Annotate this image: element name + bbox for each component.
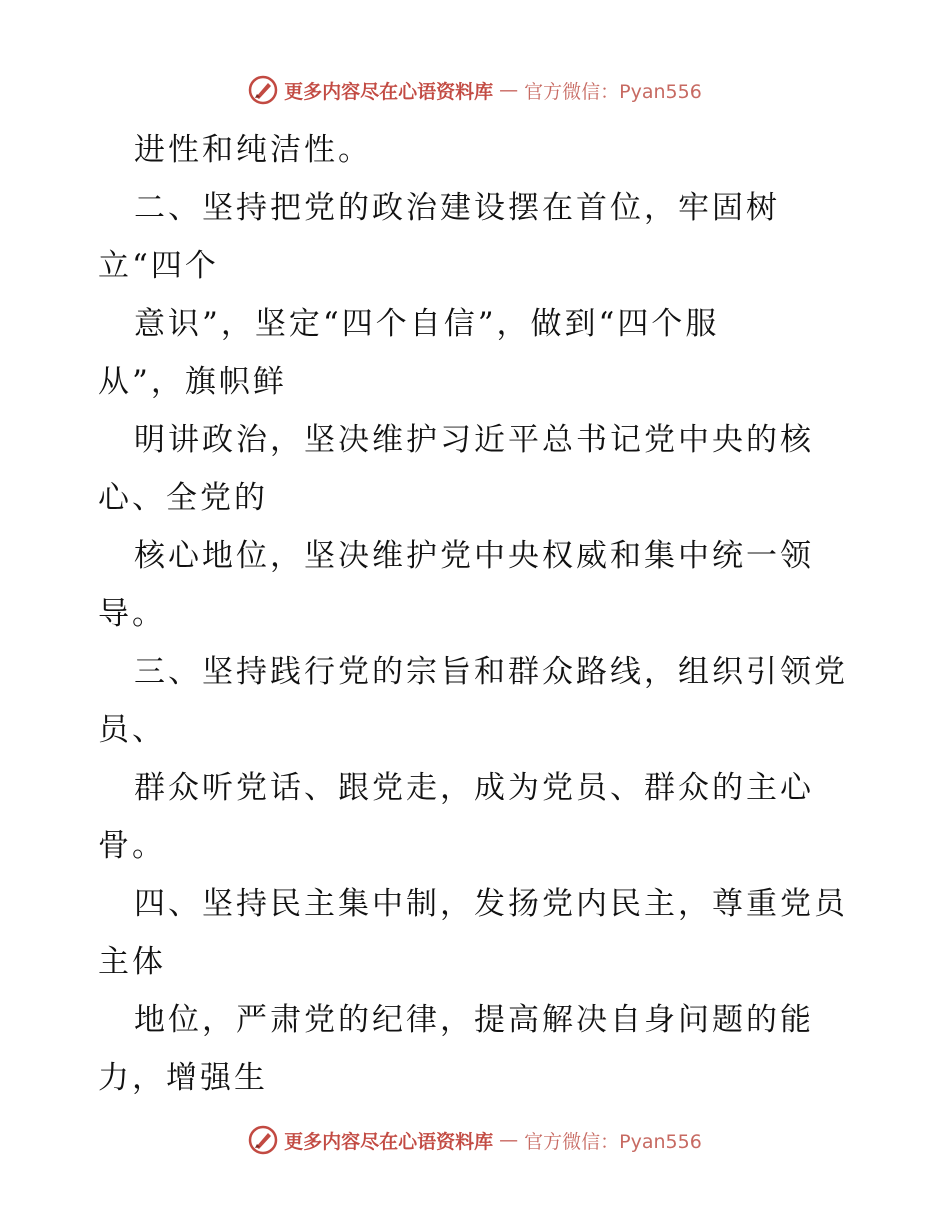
- text-line: 主体: [98, 944, 166, 980]
- watermark-brand: 更多内容尽在心语资料库: [284, 80, 494, 103]
- text-line: 核心地位，坚决维护党中央权威和集中统一领: [134, 538, 814, 574]
- text-line: 力，增强生: [98, 1060, 268, 1096]
- pen-logo-icon: [248, 1125, 278, 1155]
- text-line: 地位，严肃党的纪律，提高解决自身问题的能: [134, 1002, 814, 1038]
- text-line: 二、坚持把党的政治建设摆在首位，牢固树: [134, 190, 780, 226]
- watermark-contact: 官方微信：Pyan556: [524, 1130, 702, 1153]
- text-line: 心、全党的: [98, 480, 268, 516]
- text-line: 意识”，坚定“四个自信”，做到“四个服: [134, 306, 720, 342]
- watermark-brand: 更多内容尽在心语资料库: [284, 1130, 494, 1153]
- text-line: 群众听党话、跟党走，成为党员、群众的主心: [134, 770, 814, 806]
- footer-watermark: [0, 1122, 950, 1158]
- header-watermark: [0, 72, 950, 108]
- text-line: 导。: [98, 596, 166, 632]
- text-line: 四、坚持民主集中制，发扬党内民主，尊重党员: [134, 886, 848, 922]
- text-line: 立“四个: [98, 248, 219, 284]
- text-line: 员、: [98, 712, 166, 748]
- watermark-contact: 官方微信：Pyan556: [524, 80, 702, 103]
- text-line: 骨。: [98, 828, 166, 864]
- text-line: 从”，旗帜鲜: [98, 364, 287, 400]
- watermark-dash: —: [499, 1129, 519, 1151]
- pen-logo-icon: [248, 75, 278, 105]
- text-line: 三、坚持践行党的宗旨和群众路线，组织引领党: [134, 654, 848, 690]
- watermark-dash: —: [499, 79, 519, 101]
- text-line: 进性和纯洁性。: [134, 132, 372, 168]
- text-line: 明讲政治，坚决维护习近平总书记党中央的核: [134, 422, 814, 458]
